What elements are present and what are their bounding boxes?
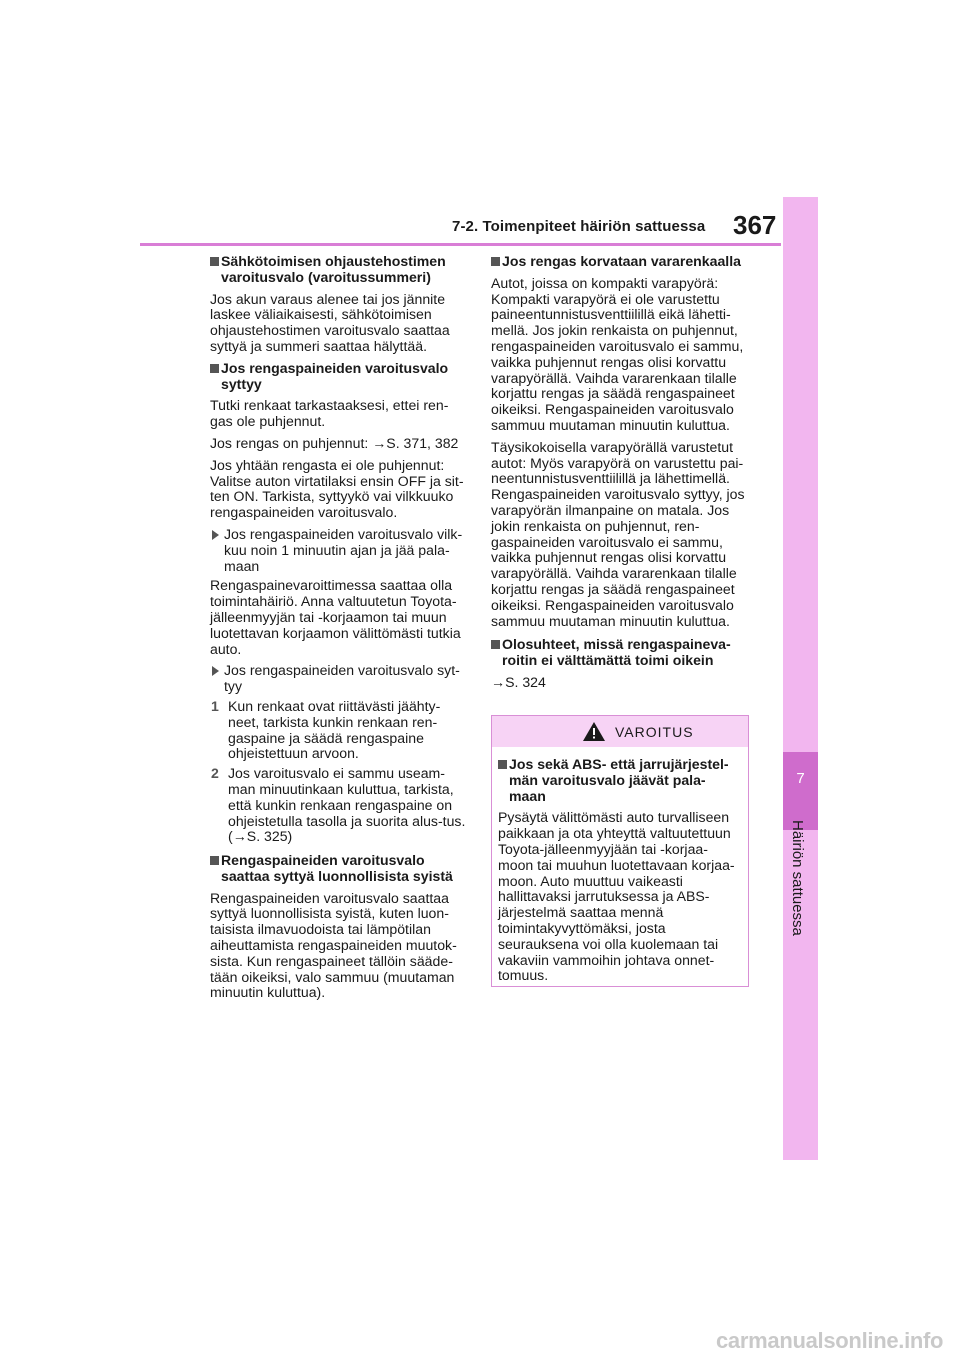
watermark: carmanualsonline.info	[716, 1328, 944, 1353]
section-heading: Jos rengaspaineiden varoitusvalo syttyy	[210, 361, 468, 393]
section-heading: Rengaspaineiden varoitusvalo saattaa syttyä luonnollisista syistä	[210, 853, 468, 885]
paragraph: Jos yhtään rengasta ei ole puhjennut: Valitse auton virtatilaksi ensin OFF ja sit-ten ON. Tarkista, syttyykö vai vilkkuuko rengaspaineiden varoitusvalo.	[210, 456, 464, 521]
square-bullet-icon	[491, 257, 500, 266]
step-item: 1 Kun renkaat ovat riittävästi jäähty-neet, tarkista kunkin renkaan ren-gaspaine ja säädä rengaspaine ohjeistettuun arvoon.	[211, 697, 441, 762]
right-column	[491, 254, 753, 697]
square-bullet-icon	[491, 640, 500, 649]
paragraph: Jos akun varaus alenee tai jos jännite laskee väliaikaisesti, sähkötoimisen ohjaustehostimen varoitusvalo saattaa syttyä ja summeri saattaa hälyttää.	[210, 290, 450, 354]
square-bullet-icon	[498, 760, 507, 769]
step-number: 1	[211, 697, 219, 714]
warning-heading: Jos sekä ABS- että jarrujärjestel-män varoitusvalo jäävät pala-maan	[498, 757, 742, 804]
square-bullet-icon	[210, 364, 219, 373]
section-heading: Sähkötoimisen ohjaustehostimen varoitusvalo (varoitussummeri)	[210, 254, 468, 286]
chapter-number-marker	[783, 752, 818, 830]
triangle-bullet-icon	[212, 666, 219, 676]
page-number: 367	[733, 210, 777, 240]
section-heading: Jos rengas korvataan vararenkaalla	[491, 254, 753, 270]
warning-body	[492, 747, 748, 984]
chapter-number: 7	[796, 770, 805, 787]
header-divider	[140, 243, 781, 246]
paragraph: Jos rengas on puhjennut: →S. 371, 382	[210, 434, 459, 451]
paragraph: Rengaspaineiden varoitusvalo saattaa syttyä luonnollisista syistä, kuten luon-taisista ilmavuodoista tai lämpötilan aiheuttamista rengaspaineiden muutok-sista. Kun rengaspaineet tällöin sääde-tään oikeiksi, valo sammuu (muutaman minuutin kuluttua).	[210, 889, 457, 1001]
condition-item: Jos rengaspaineiden varoitusvalo vilk-kuu noin 1 minuutin ajan ja jää pala-maan	[210, 527, 468, 574]
paragraph: Autot, joissa on kompakti varapyörä: Kompakti varapyörä ei ole varustettu paineentunnistusventtiilillä eikä lähetti-mellä. Jos jokin renkaista on puhjennut, rengaspaineiden varoitusvalo ei sammu, vaikka puhjennut rengas olisi korvattu varapyörällä. Vaihda vararenkaan tilalle korjattu rengas ja säädä rengaspaineet oikeiksi. Rengaspaineiden varoitusvalo sammuu muutaman minuutin kuluttua.	[491, 274, 744, 433]
square-bullet-icon	[210, 257, 219, 266]
triangle-bullet-icon	[212, 530, 219, 540]
section-title: 7-2. Toimenpiteet häiriön sattuessa	[452, 218, 706, 235]
chapter-side-tab	[783, 197, 818, 1160]
left-column	[210, 254, 468, 1007]
square-bullet-icon	[210, 856, 219, 865]
warning-header	[492, 716, 748, 747]
paragraph: Täysikokoisella varapyörällä varustetut autot: Myös varapyörä on varustettu pai-neentunnistusventtiilillä ja lähettimellä. Rengaspaineiden varoitusvalo syttyy, jos varapyörän ilmanpaine on matala. Jos jokin renkaista on puhjennut, ren-gaspaineiden varoitusvalo ei sammu, vaikka puhjennut rengas olisi korvattu varapyörällä. Vaihda vararenkaan tilalle korjattu rengas ja säädä rengaspaineet oikeiksi. Rengaspaineiden varoitusvalo sammuu muutaman minuutin kuluttua.	[491, 438, 745, 629]
paragraph: Tutki renkaat tarkastaaksesi, ettei ren-gas ole puhjennut.	[210, 397, 449, 430]
step-item: 2 Jos varoitusvalo ei sammu useam-man minuutinkaan kuluttua, tarkista, että kunkin renkaan rengaspaine on ohjeistetulla tasolla ja suorita alus-tus. (→S. 325)	[211, 765, 466, 845]
warning-title: VAROITUS	[615, 724, 694, 740]
paragraph: Rengaspainevaroittimessa saattaa olla toimintahäiriö. Anna valtuutetun Toyota-jälleenmyyjän tai -korjaamon tai muun luotettavan korjaamon välittömästi tutkia auto.	[210, 577, 461, 657]
warning-text: Pysäytä välittömästi auto turvalliseen paikkaan ja ota yhteyttä valtuutettuun Toyota-jälleenmyyjään tai -korjaa-moon tai muuhun luotettavaan korjaa-moon. Auto muuttuu vaikeasti hallittavaksi jarrutuksessa ja ABS-järjestelmä saattaa mennä toimintakyvyttömäksi, josta seurauksena voi olla kuolemaan tai vakaviin vammoihin johtava onnet-tomuus.	[498, 809, 735, 984]
warning-box	[491, 715, 749, 987]
step-number: 2	[211, 765, 219, 782]
warning-triangle-icon	[583, 722, 605, 741]
page-reference: →S. 324	[491, 673, 546, 690]
section-heading: Olosuhteet, missä rengaspaineva-roitin ei välttämättä toimi oikein	[491, 637, 753, 669]
chapter-title: Häiriön sattuessa	[789, 820, 806, 936]
condition-item: Jos rengaspaineiden varoitusvalo syt-tyy	[210, 663, 468, 695]
